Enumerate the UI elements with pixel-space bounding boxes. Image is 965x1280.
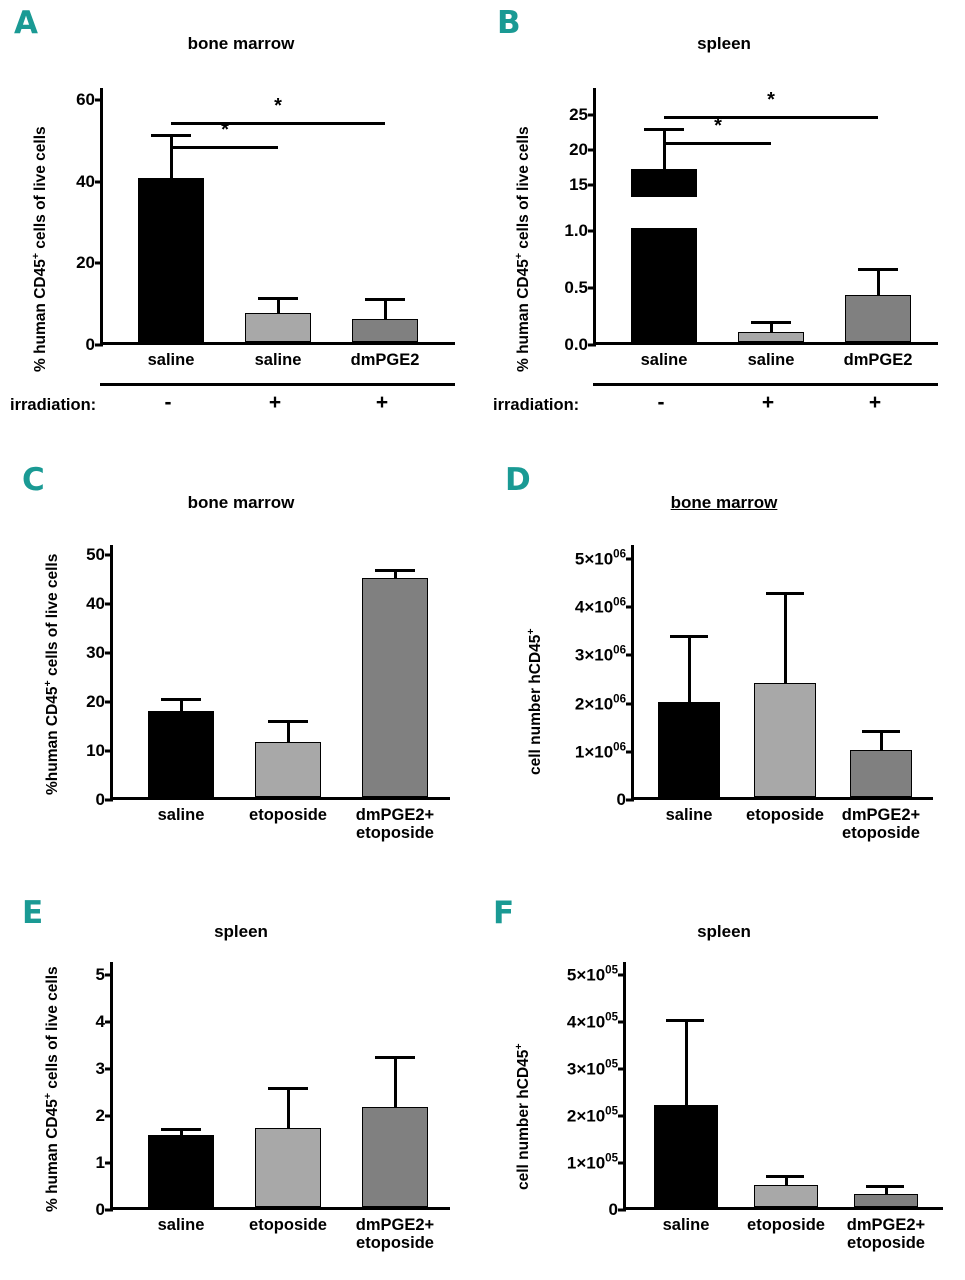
ytick-mark (588, 114, 596, 117)
error-bar (180, 701, 183, 711)
panel-c-ytick-10: 10 (86, 741, 105, 760)
irradiation-value: + (868, 391, 882, 414)
x-tick-label: etoposide (249, 806, 327, 824)
bar (148, 711, 214, 797)
panel-f-ytick-0: 0 (608, 1200, 618, 1219)
bar (850, 750, 912, 797)
x-tick-label: dmPGE2 (350, 351, 420, 369)
panel-e-ytick-2: 2 (95, 1106, 105, 1125)
x-tick-label: dmPGE2+ etoposide (846, 1216, 926, 1253)
ytick-mark (626, 606, 634, 609)
x-tick-label: saline (157, 1216, 205, 1234)
significance-line (664, 116, 878, 119)
error-cap (858, 268, 898, 271)
significance-star: * (767, 89, 775, 111)
panel-d-ytick-3: $3\times 10^{06}$ (574, 644, 626, 665)
error-cap (268, 1087, 308, 1090)
panel-b-plot (564, 88, 938, 369)
error-bar (688, 638, 691, 702)
ytick-mark (626, 799, 634, 802)
x-tick-label: saline (254, 351, 302, 369)
ytick-mark (588, 184, 596, 187)
panel-d-title: bone marrow (670, 493, 778, 512)
irradiation-label: irradiation: (493, 396, 580, 414)
ytick-mark (618, 974, 626, 977)
error-cap (258, 297, 298, 300)
bar (255, 742, 321, 797)
error-cap (161, 698, 201, 701)
error-bar (784, 595, 787, 683)
ytick-mark (105, 1021, 113, 1024)
ytick-mark (588, 149, 596, 152)
error-cap (670, 635, 708, 638)
panel-d-ytick-2: $2\times 10^{06}$ (574, 693, 626, 714)
panel-f-ytick-5: $5\times 10^{05}$ (566, 964, 618, 985)
bar (854, 1194, 918, 1207)
error-cap (866, 1185, 904, 1188)
bar (654, 1105, 718, 1207)
ytick-mark (105, 1115, 113, 1118)
panel-f-ylabel: cell number hCD45+ (513, 1043, 533, 1190)
irradiation-rule (100, 383, 455, 386)
error-bar (770, 324, 773, 332)
error-cap (375, 1056, 415, 1059)
x-tick-label: saline (662, 1216, 710, 1234)
panel-f-ytick-1: $1\times 10^{05}$ (566, 1152, 618, 1173)
panel-c-ytick-0: 0 (95, 790, 105, 809)
error-cap (161, 1128, 201, 1131)
panel-f-ytick-4: $4\times 10^{05}$ (566, 1011, 618, 1032)
panel-e-title: spleen (214, 922, 268, 941)
ytick-mark (105, 974, 113, 977)
significance-star: * (714, 115, 722, 137)
panel-a-ytick-60: 60 (76, 90, 95, 110)
error-cap (666, 1019, 704, 1022)
ytick-mark (618, 1162, 626, 1165)
significance-line (171, 122, 385, 125)
panel-c (0, 455, 482, 885)
error-bar (663, 131, 666, 169)
panel-a (0, 0, 482, 440)
panel-c-ytick-40: 40 (86, 594, 105, 613)
panel-a-ytick-40: 40 (76, 171, 95, 191)
error-cap (766, 592, 804, 595)
error-bar (170, 137, 173, 178)
panel-c-ytick-20: 20 (86, 692, 105, 711)
panel-a-ylabel: % human CD45+ cells of live cells (30, 126, 50, 372)
ytick-mark (626, 654, 634, 657)
panel-b-ytick-20: 20 (569, 140, 588, 159)
error-bar (877, 271, 880, 295)
bar (658, 702, 720, 797)
error-bar (394, 1059, 397, 1107)
irradiation-label: irradiation: (10, 396, 97, 414)
panel-e-ytick-1: 1 (95, 1153, 105, 1172)
bar (352, 319, 418, 342)
x-tick-label: etoposide (746, 806, 824, 824)
panel-e-ytick-5: 5 (95, 965, 105, 984)
ytick-mark (618, 1068, 626, 1071)
panel-f-ytick-3: $3\times 10^{05}$ (566, 1058, 618, 1079)
ytick-mark (95, 99, 103, 102)
panel-a-ytick-0: 0 (85, 335, 95, 354)
panel-d (483, 455, 965, 885)
error-cap (751, 321, 791, 324)
panel-c-ylabel: %human CD45+ cells of live cells (42, 553, 62, 795)
panel-e-plot (95, 962, 450, 1253)
panel-c-plot (86, 545, 450, 843)
panel-letter-a: A (14, 5, 38, 41)
panel-e-ylabel: % human CD45+ cells of live cells (42, 966, 62, 1212)
ytick-mark (95, 180, 103, 183)
significance-star: * (274, 95, 282, 117)
error-bar (394, 572, 397, 578)
panel-c-ytick-30: 30 (86, 643, 105, 662)
bar (738, 332, 804, 342)
ytick-mark (588, 344, 596, 347)
panel-b-ytick-05: 0.5 (564, 278, 588, 297)
panel-e-ytick-3: 3 (95, 1059, 105, 1078)
panel-letter-c: C (22, 462, 45, 498)
panel-letter-d: D (505, 462, 531, 498)
panel-b-ytick-25: 25 (569, 105, 588, 124)
bar (631, 228, 697, 342)
panel-letter-f: F (493, 895, 515, 931)
bar (255, 1128, 321, 1207)
x-tick-label: saline (640, 351, 688, 369)
error-cap (766, 1175, 804, 1178)
bar (845, 295, 911, 342)
error-cap (862, 730, 900, 733)
panel-f-plot (566, 962, 943, 1253)
error-bar (880, 733, 883, 750)
panel-f-ytick-2: $2\times 10^{05}$ (566, 1105, 618, 1126)
significance-line (171, 146, 278, 149)
panel-a-plot (76, 88, 455, 369)
panel-c-ytick-50: 50 (86, 545, 105, 564)
bar (138, 178, 204, 342)
ytick-mark (105, 799, 113, 802)
irradiation-value: - (164, 391, 172, 414)
ytick-mark (105, 1068, 113, 1071)
panel-b (483, 0, 965, 440)
error-cap (268, 720, 308, 723)
ytick-mark (626, 703, 634, 706)
bar (245, 313, 311, 342)
ytick-mark (105, 701, 113, 704)
x-tick-label: etoposide (747, 1216, 825, 1234)
irradiation-value: + (375, 391, 389, 414)
panel-d-plot (574, 545, 933, 843)
ytick-mark (105, 603, 113, 606)
panel-b-ytick-15: 15 (569, 175, 588, 194)
panel-b-ytick-10: 1.0 (564, 221, 588, 240)
x-tick-label: saline (747, 351, 795, 369)
ytick-mark (626, 751, 634, 754)
bar (148, 1135, 214, 1207)
x-tick-label: saline (665, 806, 713, 824)
ytick-mark (105, 1209, 113, 1212)
error-bar (287, 1090, 290, 1128)
x-tick-label: saline (157, 806, 205, 824)
ytick-mark (588, 287, 596, 290)
panel-b-title: spleen (697, 34, 751, 53)
x-tick-label: dmPGE2+ etoposide (355, 806, 435, 843)
ytick-mark (105, 750, 113, 753)
panel-a-ytick-20: 20 (76, 253, 95, 273)
panel-e-ytick-0: 0 (95, 1200, 105, 1219)
bar (362, 578, 428, 797)
error-bar (384, 301, 387, 319)
error-bar (885, 1188, 888, 1194)
ytick-mark (626, 558, 634, 561)
panel-f-title: spleen (697, 922, 751, 941)
significance-star: * (221, 119, 229, 141)
error-bar (785, 1178, 788, 1185)
ytick-mark (95, 262, 103, 265)
panel-c-title: bone marrow (187, 493, 295, 512)
error-cap (151, 134, 191, 137)
bar (362, 1107, 428, 1207)
ytick-mark (95, 344, 103, 347)
irradiation-value: + (268, 391, 282, 414)
panel-e (0, 890, 482, 1280)
panel-e-ytick-4: 4 (95, 1012, 105, 1031)
panel-d-ytick-4: $4\times 10^{06}$ (574, 596, 626, 617)
x-tick-label: dmPGE2+ etoposide (355, 1216, 435, 1253)
bar-upper-segment (631, 169, 697, 197)
bar (754, 1185, 818, 1207)
panel-a-title: bone marrow (187, 34, 295, 53)
irradiation-value: - (657, 391, 665, 414)
error-cap (375, 569, 415, 572)
x-tick-label: saline (147, 351, 195, 369)
ytick-mark (618, 1115, 626, 1118)
x-tick-label: dmPGE2+ etoposide (841, 806, 921, 843)
panel-letter-e: E (22, 895, 44, 931)
ytick-mark (105, 652, 113, 655)
ytick-mark (618, 1021, 626, 1024)
significance-line (664, 142, 771, 145)
error-bar (277, 300, 280, 313)
irradiation-rule (593, 383, 938, 386)
panel-d-ylabel: cell number hCD45+ (525, 628, 545, 775)
panel-b-ylabel: % human CD45+ cells of live cells (513, 126, 533, 372)
ytick-mark (105, 1162, 113, 1165)
ytick-mark (618, 1209, 626, 1212)
ytick-mark (588, 230, 596, 233)
error-bar (287, 723, 290, 742)
panel-letter-b: B (497, 5, 521, 41)
irradiation-value: + (761, 391, 775, 414)
error-cap (365, 298, 405, 301)
error-bar (180, 1131, 183, 1135)
error-bar (685, 1022, 688, 1105)
panel-d-ytick-0: 0 (616, 790, 626, 809)
panel-d-ytick-1: $1\times 10^{06}$ (574, 741, 626, 762)
bar (754, 683, 816, 797)
ytick-mark (105, 554, 113, 557)
panel-d-ytick-5: $5\times 10^{06}$ (574, 548, 626, 569)
panel-b-ytick-0: 0.0 (564, 335, 588, 354)
x-tick-label: dmPGE2 (843, 351, 913, 369)
panel-f (483, 890, 965, 1280)
error-cap (644, 128, 684, 131)
x-tick-label: etoposide (249, 1216, 327, 1234)
